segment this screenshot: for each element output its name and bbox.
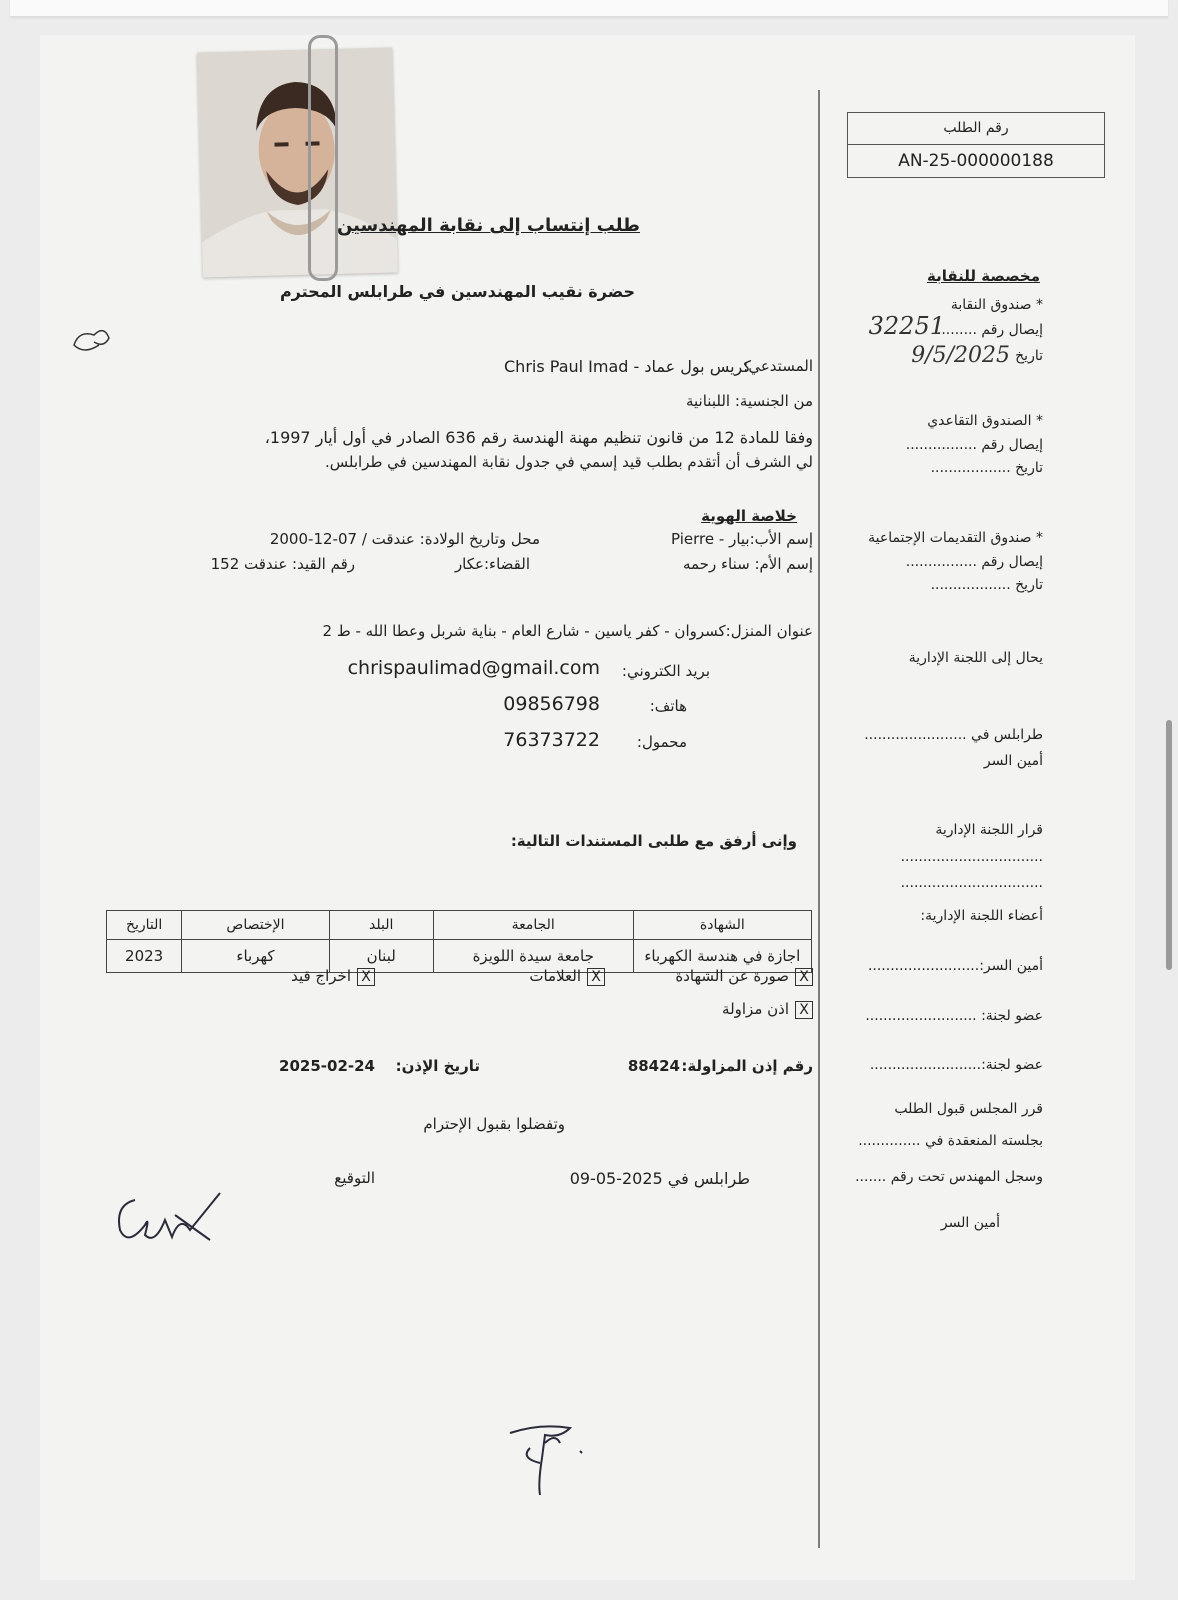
tripoli-in: طرابلس في ....................... <box>864 727 1043 743</box>
permit-date-label: تاريخ الإذن: <box>395 1057 480 1075</box>
column-divider <box>818 90 820 1548</box>
registry-number: رقم القيد: عندقت 152 <box>210 555 355 573</box>
table-header-row <box>107 911 812 940</box>
applicant-signature <box>110 1175 230 1255</box>
check-label: اخراج قيد <box>291 967 351 985</box>
secretary-2: أمين السر <box>940 1215 1000 1231</box>
checkbox-checked[interactable]: X <box>795 968 813 986</box>
sidebar-heading: مخصصة للنقابة <box>926 267 1040 285</box>
permit-number: 88424 <box>627 1057 680 1075</box>
council-decision: قرر المجلس قبول الطلب <box>894 1101 1043 1117</box>
phone-label: هاتف: <box>649 697 687 715</box>
registered-number: وسجل المهندس تحت رقم ....... <box>855 1169 1043 1185</box>
district: القضاء:عكار <box>454 555 530 573</box>
cell-university: جامعة سيدة اللويزة <box>433 940 633 973</box>
cell-country: لبنان <box>329 940 433 973</box>
request-number-box <box>847 112 1105 178</box>
secretary-line: أمين السر:......................... <box>867 958 1043 974</box>
checkbox-checked[interactable]: X <box>587 968 605 986</box>
identity-heading: خلاصة الهوية <box>701 507 797 525</box>
applicant-name: كريس بول عماد - Chris Paul Imad <box>504 357 751 376</box>
birth-place-date: محل وتاريخ الولادة: عندقت / 07-12-2000 <box>269 530 540 548</box>
session-date: بجلسته المنعقدة في .............. <box>858 1133 1043 1149</box>
paper-clip <box>308 35 338 281</box>
mother-name: إسم الأم: سناء رحمه <box>682 555 813 573</box>
check-registry-extract[interactable] <box>291 967 375 986</box>
addressee: حضرة نقيب المهندسين في طرابلس المحترم <box>279 282 635 301</box>
checkbox-checked[interactable]: X <box>795 1001 813 1019</box>
documents-heading: وإنى أرفق مع طلبى المستندات التالية: <box>510 832 797 850</box>
permit-number-label: رقم إذن المزاولة: <box>681 1057 813 1075</box>
place-date: طرابلس في 2025-05-09 <box>569 1169 750 1188</box>
father-name: إسم الأب:بيار - Pierre <box>671 530 813 548</box>
committee-decision: قرار اللجنة الإدارية <box>935 822 1043 838</box>
decision-dots-2: ................................ <box>900 875 1043 891</box>
fund-2: * الصندوق التقاعدي <box>927 413 1043 429</box>
scrollbar[interactable] <box>1166 720 1172 970</box>
col-specialty: الإختصاص <box>182 911 329 940</box>
handwritten-date: 9/5/2025 <box>911 343 1010 368</box>
cell-degree: اجازة في هندسة الكهرباء <box>633 940 811 973</box>
mobile: 76373722 <box>503 729 600 751</box>
handwritten-receipt: 32251 <box>868 312 945 340</box>
handwritten-initial <box>54 320 114 360</box>
mobile-label: محمول: <box>636 733 687 751</box>
col-university: الجامعة <box>433 911 633 940</box>
check-label: العلامات <box>529 967 581 985</box>
permit-date: 2025-02-24 <box>279 1057 375 1075</box>
fund-3: * صندوق التقديمات الإجتماعية <box>868 530 1043 546</box>
statement-line-2: لي الشرف أن أتقدم بطلب قيد إسمي في جدول نقابة المهندسين في طرابلس. <box>325 453 813 471</box>
refer-committee: يحال إلى اللجنة الإدارية <box>908 650 1043 666</box>
receipt-3: إيصال رقم ................ <box>905 554 1043 570</box>
form-title: طلب إنتساب إلى نقابة المهندسين <box>336 215 640 236</box>
member-1: عضو لجنة: ......................... <box>865 1008 1043 1024</box>
date-1: تاريخ <box>1015 348 1043 364</box>
education-table <box>106 910 812 973</box>
closing-respect: وتفضلوا بقبول الإحترام <box>423 1115 565 1133</box>
request-number-label: رقم الطلب <box>848 113 1104 145</box>
phone: 09856798 <box>503 693 600 715</box>
member-2: عضو لجنة:......................... <box>869 1057 1043 1073</box>
applicant-label: المستدعي: <box>743 357 813 375</box>
checkbox-checked[interactable]: X <box>357 968 375 986</box>
signature-label: التوقيع <box>334 1169 375 1187</box>
check-label: صورة عن الشهادة <box>675 967 789 985</box>
home-address: عنوان المنزل:كسروان - كفر ياسين - شارع العام - بناية شربل وعطا الله - ط 2 <box>322 622 813 640</box>
decision-dots-1: ................................ <box>900 849 1043 865</box>
secretary-1: أمين السر <box>983 753 1043 769</box>
check-practice-permit[interactable] <box>722 1000 813 1019</box>
email-label: بريد الكتروني: <box>621 662 710 680</box>
check-label: اذن مزاولة <box>722 1000 789 1018</box>
official-initials <box>500 1413 590 1503</box>
col-degree: الشهادة <box>633 911 811 940</box>
receipt-2: إيصال رقم ................ <box>905 437 1043 453</box>
receipt-1: إيصال رقم ......... <box>936 322 1043 338</box>
request-number: AN-25-000000188 <box>898 151 1054 171</box>
viewer-top-bar <box>10 0 1168 17</box>
check-grades[interactable] <box>529 967 605 986</box>
statement-line-1: وفقا للمادة 12 من قانون تنظيم مهنة الهندسة رقم 636 الصادر في أول أيار 1997، <box>264 428 813 447</box>
cell-specialty: كهرباء <box>182 940 329 973</box>
date-3: تاريخ .................. <box>930 577 1043 593</box>
check-certificate-copy[interactable] <box>675 967 813 986</box>
document-page <box>40 35 1135 1580</box>
date-2: تاريخ .................. <box>930 460 1043 476</box>
applicant-photo <box>197 47 398 277</box>
committee-members: أعضاء اللجنة الإدارية: <box>920 908 1043 924</box>
col-country: البلد <box>329 911 433 940</box>
cell-date: 2023 <box>107 940 182 973</box>
nationality: من الجنسية: اللبنانية <box>685 392 813 410</box>
fund-1: * صندوق النقابة <box>950 297 1043 313</box>
col-date: التاريخ <box>107 911 182 940</box>
email: chrispaulimad@gmail.com <box>347 657 600 679</box>
